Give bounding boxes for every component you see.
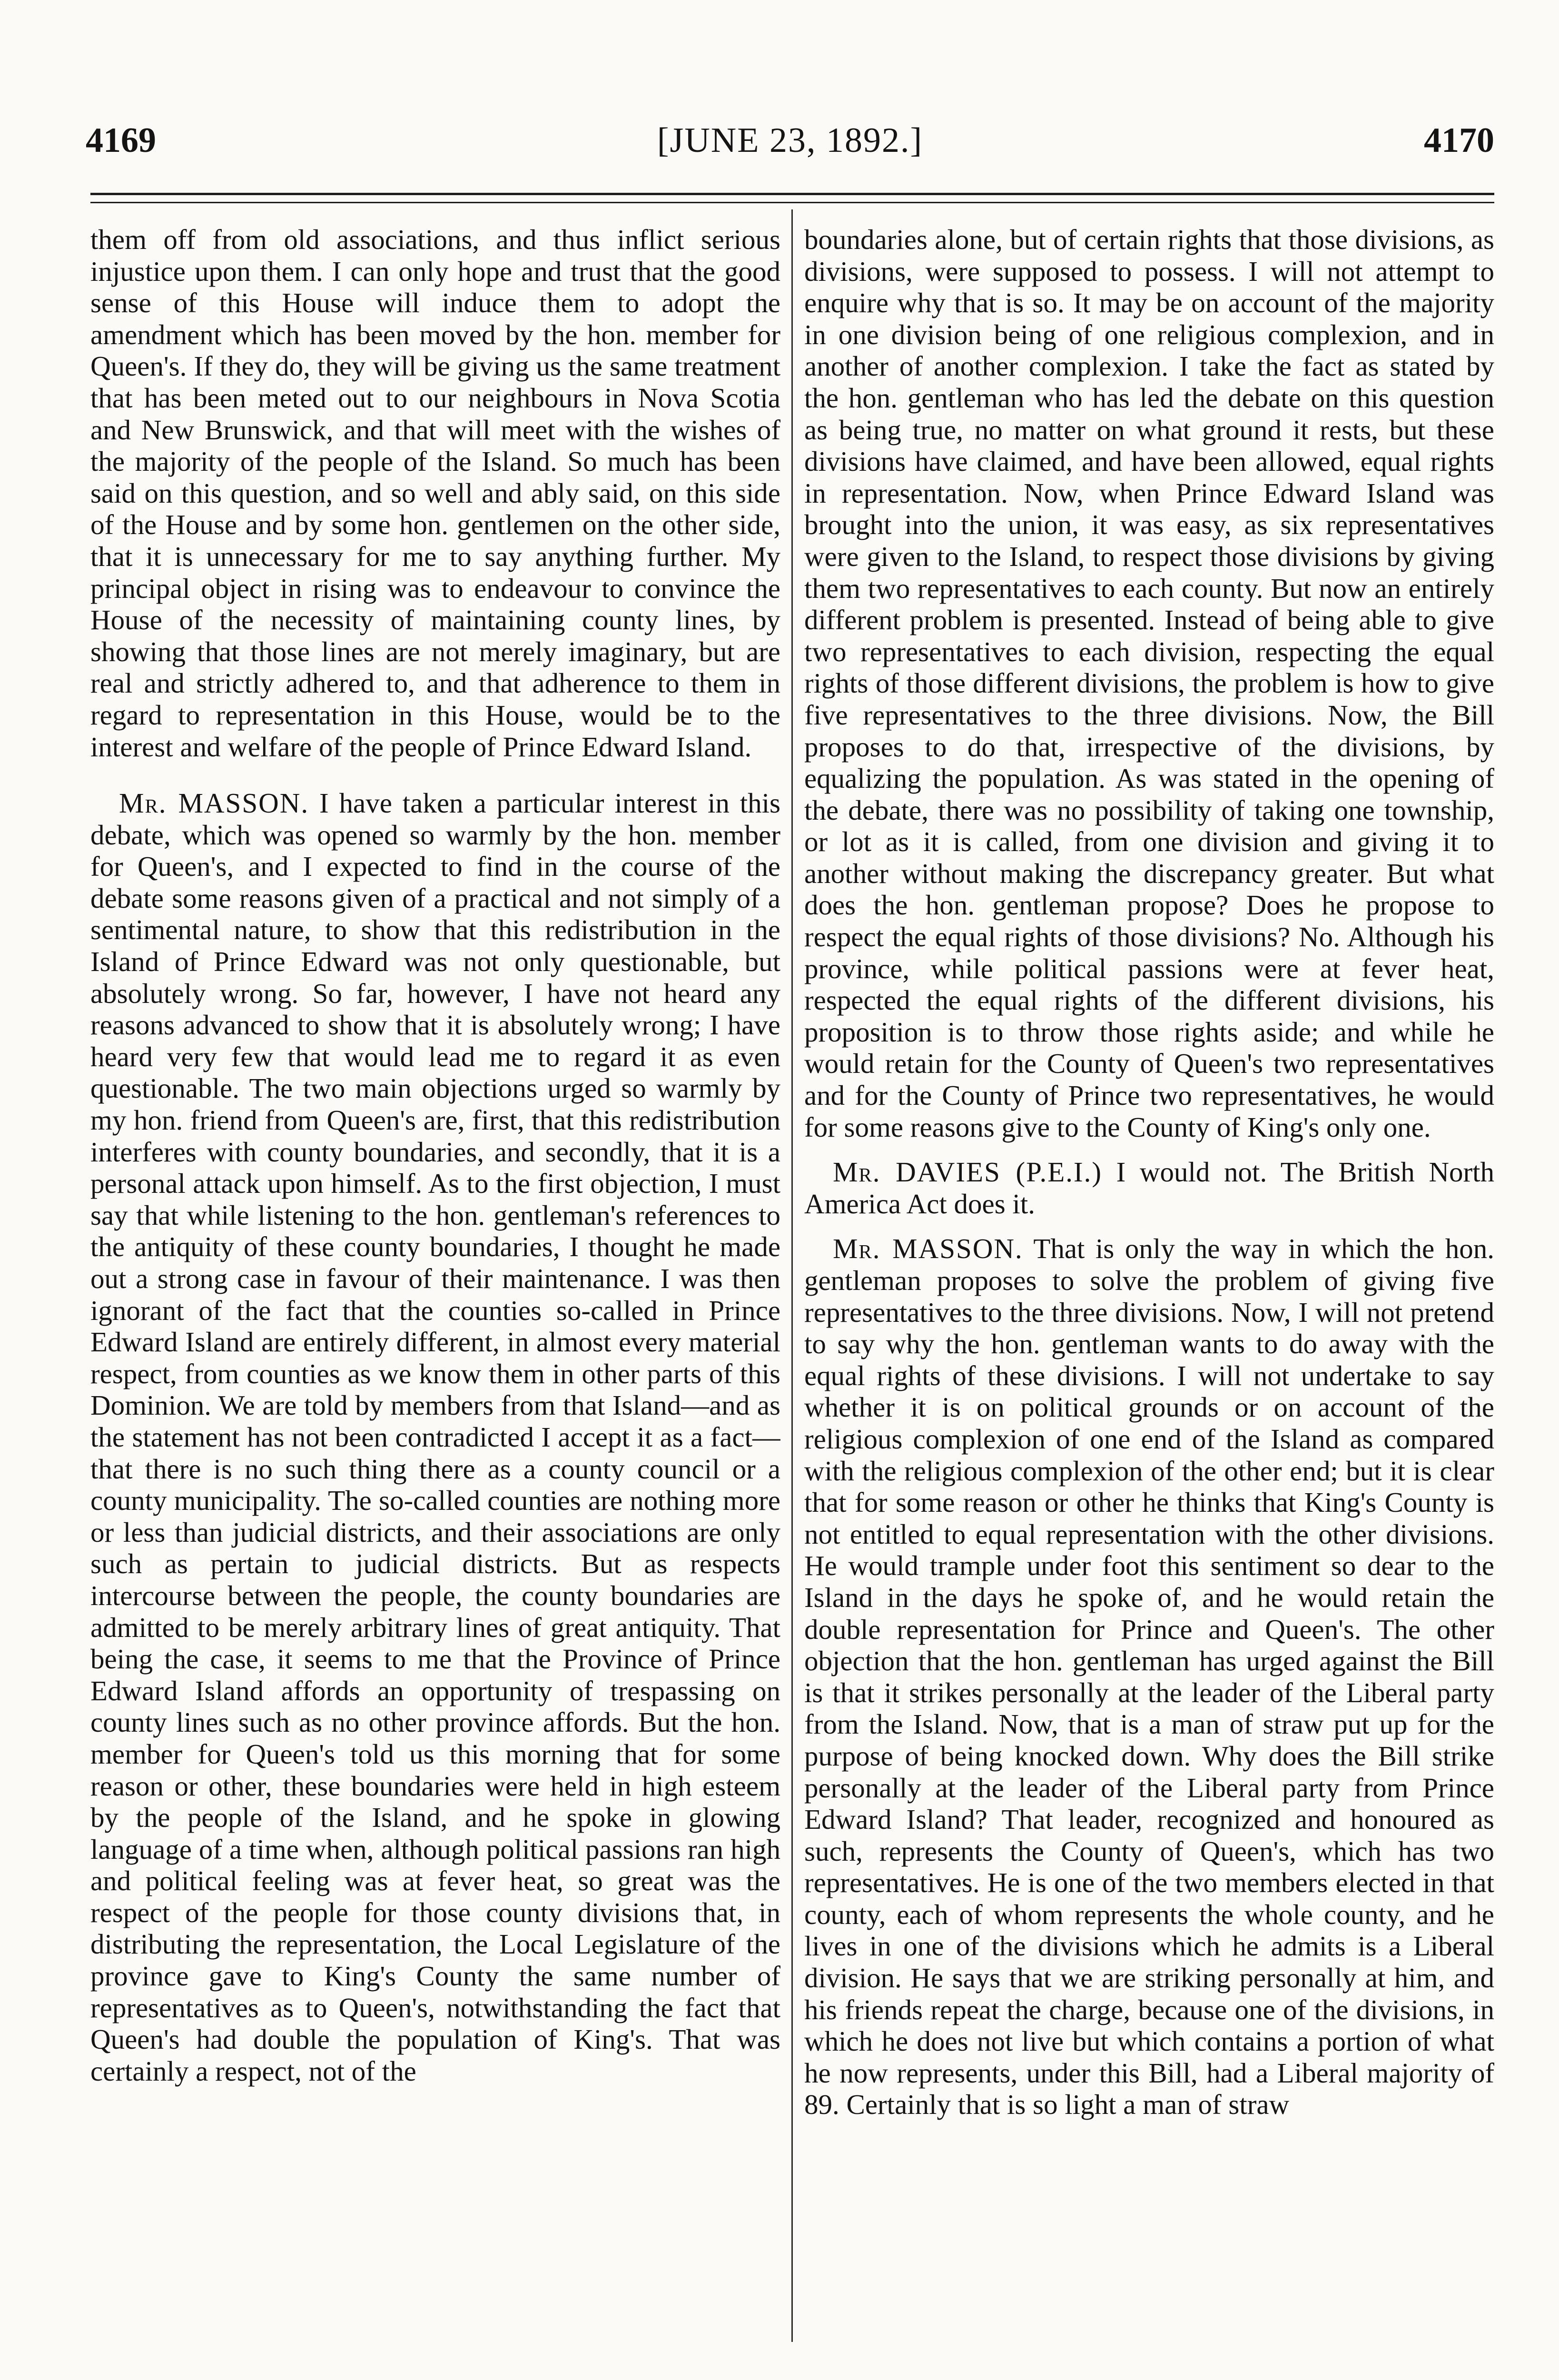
- page-header: [86, 114, 1494, 167]
- right-column: [804, 224, 1494, 2380]
- paragraph: boundaries alone, but of certain rights that those divisions, as divisions, were supposed to possess. I will not attempt to enquire why that is so. It may be on account of the majority in one division being of one religious complexion, and in another of another complexion. I take the fact as stated by the hon. gentleman who has led the debate on this question as being true, no matter on what ground it rests, but these divisions have claimed, and have been allowed, equal rights in representation. Now, when Prince Edward Island was brought into the union, it was easy, as six representatives were given to the Island, to respect those divisions by giving them two representatives to each county. But now an entirely different problem is presented. Instead of being able to give two representatives to each division, respecting the equal rights of those different divisions, the problem is how to give five representatives to the three divisions. Now, the Bill proposes to do that, irrespective of the divisions, by equalizing the population. As was stated in the opening of the debate, there was no possibility of taking one township, or lot as it is called, from one division and giving it to another without making the discrepancy greater. But what does the hon. gentleman propose? Does he propose to respect the equal rights of those divisions? No. Although his province, while political passions were at fever heat, respected the equal rights of the different divisions, his proposition is to throw those rights aside; and while he would retain for the County of Queen's two representatives and for the County of Prince two representatives, he would for some reasons give to the County of King's only one.: [804, 224, 1494, 1143]
- header-rule-thick: [90, 193, 1494, 195]
- header-rule-thin: [90, 202, 1494, 203]
- paragraph-text: That is only the way in which the hon. gentleman proposes to solve the problem of giving five representatives to the three divisions. Now, I will not pretend to say why the hon. gentleman wants to do away with the equal rights of these divisions. I will not undertake to say whether it is on political grounds or on account of the religious complexion of one end of the Island as compared with the religious complexion of the other end; but it is clear that for some reason or other he thinks that King's County is not entitled to equal representation with the other divisions. He would trample under foot this sentiment so dear to the Island in the days he spoke of, and he would retain the double representation for Prince and Queen's. The other objection that the hon. gentleman has urged against the Bill is that it strikes personally at the leader of the Liberal party from the Island. Now, that is a man of straw put up for the purpose of being knocked down. Why does the Bill strike personally at the leader of the Liberal party from Prince Edward Island? That leader, recognized and honoured as such, represents the County of Queen's, which has two representatives. He is one of the two members elected in that county, each of whom represents the whole county, and he lives in one of the divisions which he admits is a Liberal division. He says that we are striking personally at him, and his friends repeat the charge, because one of the divisions, in which he does not live but which contains a portion of what he now represents, under this Bill, had a Liberal majority of 89. Certainly that is so light a man of straw: [804, 1233, 1494, 2121]
- paragraph-masson: [90, 787, 780, 2087]
- left-page-number: 4169: [86, 121, 156, 160]
- right-page-number: 4170: [1424, 121, 1494, 160]
- speaker-name: Mr. MASSON.: [833, 1233, 1023, 1265]
- paragraph-davies: [804, 1156, 1494, 1220]
- paragraph-text: I would not. The British North America Act does it.: [804, 1156, 1494, 1220]
- speaker-name: Mr. DAVIES (P.E.I.): [833, 1156, 1103, 1188]
- paragraph-text: I have taken a particular interest in this debate, which was opened so warmly by the hon. member for Queen's, and I expected to find in the course of the debate some reasons given of a practical and not simply of a sentimental nature, to show that this redistribution in the Island of Prince Edward was not only questionable, but absolutely wrong. So far, however, I have not heard any reasons advanced to show that it is absolutely wrong; I have heard very few that would lead me to regard it as even questionable. The two main objections urged so warmly by my hon. friend from Queen's are, first, that this redistribution interferes with county boundaries, and secondly, that it is a personal attack upon himself. As to the first objection, I must say that while listening to the hon. gentleman's references to the antiquity of these county boundaries, I thought he made out a strong case in favour of their maintenance. I was then ignorant of the fact that the counties so-called in Prince Edward Island are entirely different, in almost every material respect, from counties as we know them in other parts of this Dominion. We are told by members from that Island—and as the statement has not been contradicted I accept it as a fact—that there is no such thing there as a county council or a county municipality. The so-called counties are nothing more or less than judicial districts, and their associations are only such as pertain to judicial districts. But as respects intercourse between the people, the county boundaries are admitted to be merely arbitrary lines of great antiquity. That being the case, it seems to me that the Province of Prince Edward Island affords an opportunity of trespassing on county lines such as no other province affords. But the hon. member for Queen's told us this morning that for some reason or other, these boundaries were held in high esteem by the people of the Island, and he spoke in glowing language of a time when, although political passions ran high and political feeling was at fever heat, so great was the respect of the people for those county divisions that, in distributing the representation, the Local Legislature of the province gave to King's County the same number of representatives as to Queen's, notwithstanding the fact that Queen's had double the population of King's. That was certainly a respect, not of the: [90, 787, 780, 2087]
- left-column: [90, 224, 780, 2380]
- speaker-name: Mr. MASSON.: [119, 787, 309, 819]
- page-date: [JUNE 23, 1892.]: [657, 121, 923, 160]
- column-divider: [791, 209, 793, 2342]
- paragraph-masson-reply: [804, 1233, 1494, 2121]
- paragraph: them off from old associations, and thus inflict serious injustice upon them. I can only hope and trust that the good sense of this House will induce them to adopt the amendment which has been moved by the hon. member for Queen's. If they do, they will be giving us the same treatment that has been meted out to our neighbours in Nova Scotia and New Brunswick, and that will meet with the wishes of the majority of the people of the Island. So much has been said on this question, and so well and ably said, on this side of the House and by some hon. gentlemen on the other side, that it is unnecessary for me to say anything further. My principal object in rising was to endeavour to convince the House of the necessity of maintaining county lines, by showing that those lines are not merely imaginary, but are real and strictly adhered to, and that adherence to them in regard to representation in this House, would be to the interest and welfare of the people of Prince Edward Island.: [90, 224, 780, 763]
